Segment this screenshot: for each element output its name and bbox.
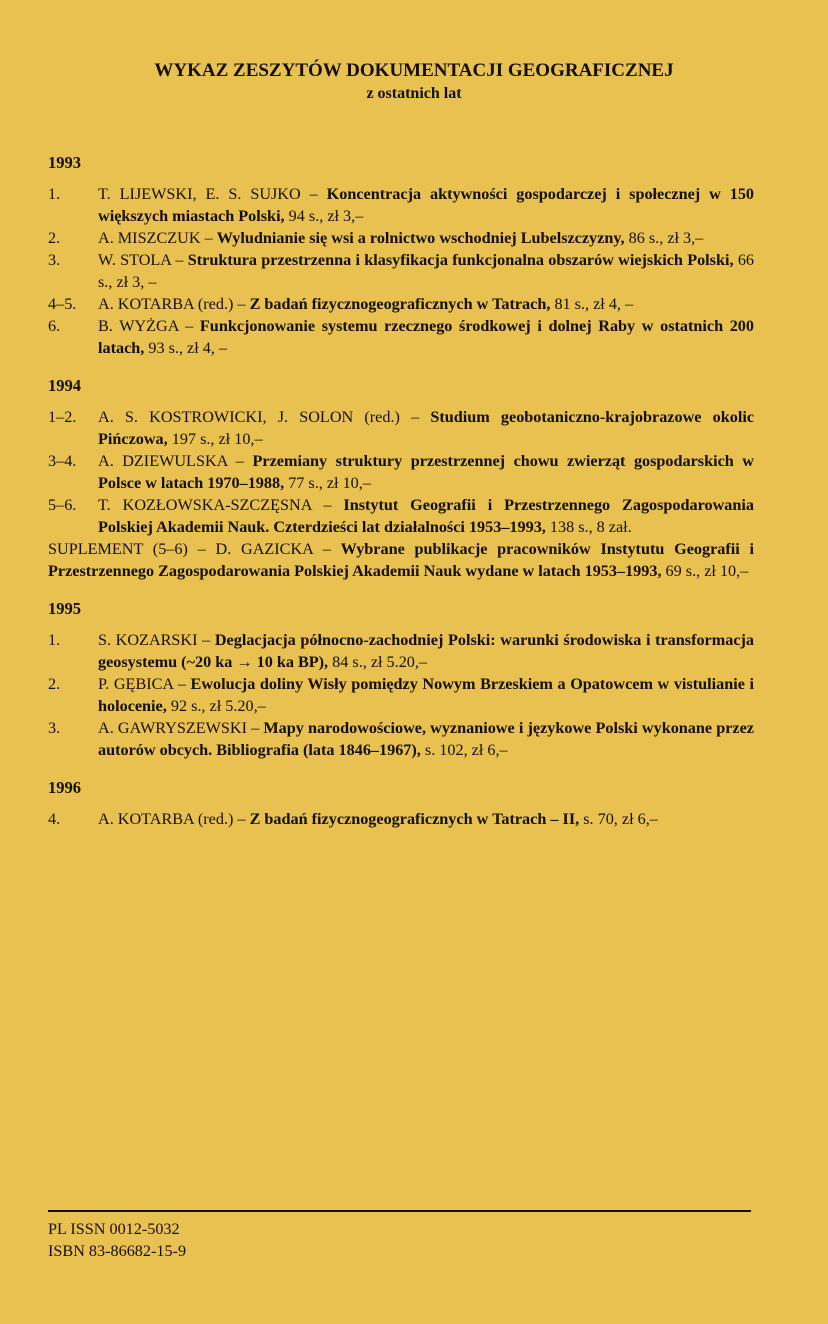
entry-number: 3.: [48, 719, 61, 737]
year-heading-1995: 1995: [48, 599, 81, 618]
supplement-label: SUPLEMENT (5–6) – D. GAZICKA –: [48, 540, 341, 558]
entry-details: 84 s., zł 5.20,–: [328, 653, 428, 671]
entry-details: s. 70, zł 6,–: [579, 810, 658, 828]
entry-title: Deglacjacja północno-zachodniej Polski: warunki środowiska i transformacja geosystemu (~20 ka → 10 ka BP),: [98, 631, 754, 671]
list-item: [48, 315, 754, 359]
entry-text: [98, 808, 754, 830]
publication-list: [48, 152, 754, 830]
page-subtitle: z ostatnich lat: [366, 85, 462, 102]
entry-text: [98, 315, 754, 359]
footer-divider: [48, 1210, 751, 1212]
list-item: [48, 249, 754, 293]
entry-title: Funkcjonowanie systemu rzecznego środkowej i dolnej Raby w ostatnich 200 latach,: [98, 317, 754, 357]
entry-author: A. KOTARBA (red.) –: [98, 295, 250, 313]
list-item: [48, 629, 754, 673]
entry-number: 4.: [48, 810, 61, 828]
entry-details: 197 s., zł 10,–: [167, 430, 263, 448]
list-item: [48, 450, 754, 494]
entry-number: 6.: [48, 317, 61, 335]
issn-number: PL ISSN 0012-5032: [48, 1220, 180, 1238]
entry-number: 5–6.: [48, 496, 77, 514]
entry-text: [98, 183, 754, 227]
entry-text: [98, 673, 754, 717]
entry-number: 2.: [48, 675, 61, 693]
entry-title: Wyludnianie się wsi a rolnictwo wschodniej Lubelszczyzny,: [216, 229, 625, 247]
footer-identifiers: [48, 1218, 186, 1262]
entry-title: Instytut Geografii i Przestrzennego Zagospodarowania Polskiej Akademii Nauk. Czterdzieści lat działalności 1953–1993,: [98, 496, 754, 536]
list-item: [48, 227, 754, 249]
supplement-title: Wybrane publikacje pracowników Instytutu Geografii i Przestrzennego Zagospodarowania Polskiej Akademii Nauk wydane w latach 1953–1993,: [48, 540, 755, 580]
entry-text: [98, 406, 754, 450]
entry-number: 4–5.: [48, 295, 77, 313]
entry-text: [98, 494, 754, 538]
entry-author: S. KOZARSKI –: [98, 631, 215, 649]
entry-text: [98, 717, 754, 761]
list-item: [48, 183, 754, 227]
entry-author: T. KOZŁOWSKA-SZCZĘSNA –: [98, 496, 344, 514]
entry-author: T. LIJEWSKI, E. S. SUJKO –: [98, 185, 327, 203]
list-item: [48, 494, 754, 538]
list-item: [48, 293, 754, 315]
entry-details: 93 s., zł 4, –: [144, 339, 228, 357]
entry-title: Studium geobotaniczno-krajobrazowe okolic Pińczowa,: [98, 408, 754, 448]
entry-number: 1.: [48, 631, 61, 649]
entry-details: 94 s., zł 3,–: [284, 207, 364, 225]
entry-details: 66 s., zł 3, –: [98, 251, 755, 291]
entry-details: 77 s., zł 10,–: [284, 474, 371, 492]
entry-number: 1.: [48, 185, 61, 203]
entry-title: Z badań fizycznogeograficznych w Tatrach,: [249, 295, 551, 313]
list-item: [48, 717, 754, 761]
entry-details: 86 s., zł 3,–: [624, 229, 704, 247]
entry-title: Struktura przestrzenna i klasyfikacja funkcjonalna obszarów wiejskich Polski,: [187, 251, 734, 269]
entry-number: 3–4.: [48, 452, 77, 470]
entry-text: [98, 227, 754, 249]
entry-text: [98, 450, 754, 494]
entry-text: [98, 249, 754, 293]
entry-details: 138 s., 8 zał.: [545, 518, 632, 536]
entry-title: Z badań fizycznogeograficznych w Tatrach – II,: [249, 810, 580, 828]
supplement-details: 69 s., zł 10,–: [661, 562, 749, 580]
entry-author: P. GĘBICA –: [98, 675, 191, 693]
entry-author: A. GAWRYSZEWSKI –: [98, 719, 264, 737]
entry-text: [98, 293, 754, 315]
entry-number: 2.: [48, 229, 61, 247]
supplement-entry: [48, 538, 754, 582]
list-item: [48, 406, 754, 450]
entry-details: s. 102, zł 6,–: [420, 741, 508, 759]
year-heading-1993: 1993: [48, 153, 81, 172]
entry-title: Przemiany struktury przestrzennej chowu zwierząt gospodarskich w Polsce w latach 1970–1988,: [98, 452, 754, 492]
year-heading-1996: 1996: [48, 778, 81, 797]
year-heading-1994: 1994: [48, 376, 81, 395]
entry-author: A. MISZCZUK –: [98, 229, 217, 247]
page-title: WYKAZ ZESZYTÓW DOKUMENTACJI GEOGRAFICZNEJ: [154, 60, 674, 81]
list-item: [48, 808, 754, 830]
entry-author: A. S. KOSTROWICKI, J. SOLON (red.) –: [98, 408, 431, 426]
entry-title: Mapy narodowościowe, wyznaniowe i językowe Polski wykonane przez autorów obcych. Bibliografia (lata 1846–1967),: [98, 719, 754, 759]
entry-author: A. DZIEWULSKA –: [98, 452, 253, 470]
entry-number: 1–2.: [48, 408, 77, 426]
list-item: [48, 673, 754, 717]
entry-details: 92 s., zł 5.20,–: [166, 697, 266, 715]
entry-number: 3.: [48, 251, 61, 269]
entry-author: A. KOTARBA (red.) –: [98, 810, 250, 828]
entry-author: B. WYŻGA –: [98, 317, 200, 335]
entry-details: 81 s., zł 4, –: [550, 295, 634, 313]
isbn-number: ISBN 83-86682-15-9: [48, 1242, 187, 1260]
entry-author: W. STOLA –: [98, 251, 188, 269]
entry-text: [98, 629, 754, 673]
entry-title: Koncentracja aktywności gospodarczej i społecznej w 150 większych miastach Polski,: [98, 185, 755, 225]
entry-title: Ewolucja doliny Wisły pomiędzy Nowym Brzeskiem a Opatowcem w vistulianie i holocenie,: [98, 675, 754, 715]
